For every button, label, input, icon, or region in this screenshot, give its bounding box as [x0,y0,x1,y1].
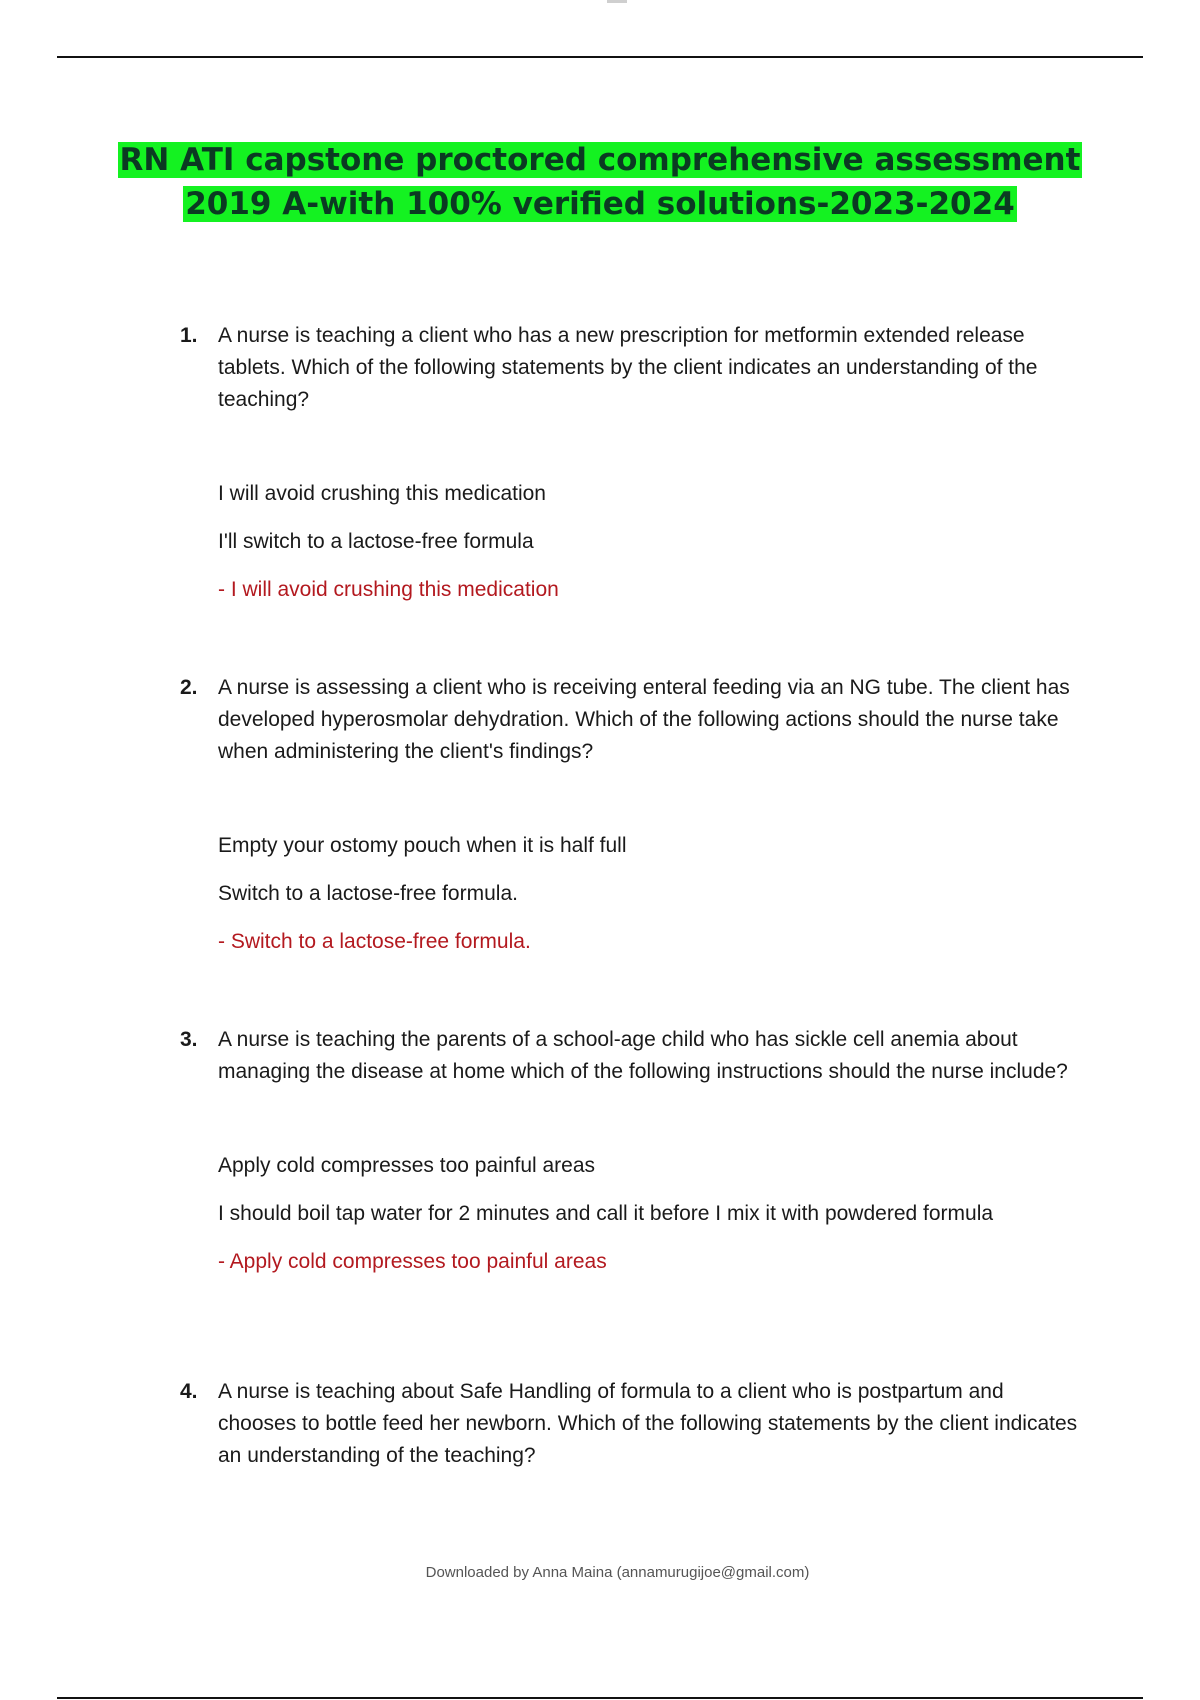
top-edge-mark [607,0,627,3]
question-text: A nurse is teaching the parents of a school-age child who has sickle cell anemia about managing the disease at home which of the following instructions should the nurse include? [218,1028,1068,1083]
header-rule [57,56,1143,58]
question-number: 2. [180,676,198,699]
correct-answer: - Apply cold compresses too painful areas [218,1250,607,1273]
footer-rule [57,1697,1143,1699]
option: I should boil tap water for 2 minutes and call it before I mix it with powdered formula [218,1202,994,1225]
answer-options [218,1152,1080,1276]
option: I will avoid crushing this medication [218,482,546,505]
question-text: A nurse is teaching about Safe Handling of formula to a client who is postpartum and chooses to bottle feed her newborn. Which of the following statements by the client indicates an understanding of the teaching? [218,1380,1078,1467]
question-number: 3. [180,1028,198,1051]
title-line-1: RN ATI capstone proctored comprehensive assessment [119,142,1081,178]
option: I'll switch to a lactose-free formula [218,530,534,553]
option: Switch to a lactose-free formula. [218,882,518,905]
title-line-2: 2019 A-with 100% verified solutions-2023-2024 [185,186,1015,222]
question-3 [180,1024,1080,1276]
question-text: A nurse is teaching a client who has a new prescription for metformin extended release tablets. Which of the following statements by the client indicates an understanding of the teaching? [218,324,1038,411]
question-text: A nurse is assessing a client who is receiving enteral feeding via an NG tube. The client has developed hyperosmolar dehydration. Which of the following actions should the nurse take when administering the client's findings? [218,676,1070,763]
option: Empty your ostomy pouch when it is half full [218,834,627,857]
question-number: 1. [180,324,198,347]
correct-answer: - I will avoid crushing this medication [218,578,559,601]
download-footer: Downloaded by Anna Maina (annamurugijoe@gmail.com) [425,1564,810,1581]
question-number: 4. [180,1380,198,1403]
question-4 [180,1376,1080,1472]
correct-answer: - Switch to a lactose-free formula. [218,930,531,953]
document-title [100,138,1100,226]
option: Apply cold compresses too painful areas [218,1154,596,1177]
question-2 [180,672,1080,956]
answer-options [218,832,1080,956]
question-1 [180,320,1080,604]
answer-options [218,480,1080,604]
